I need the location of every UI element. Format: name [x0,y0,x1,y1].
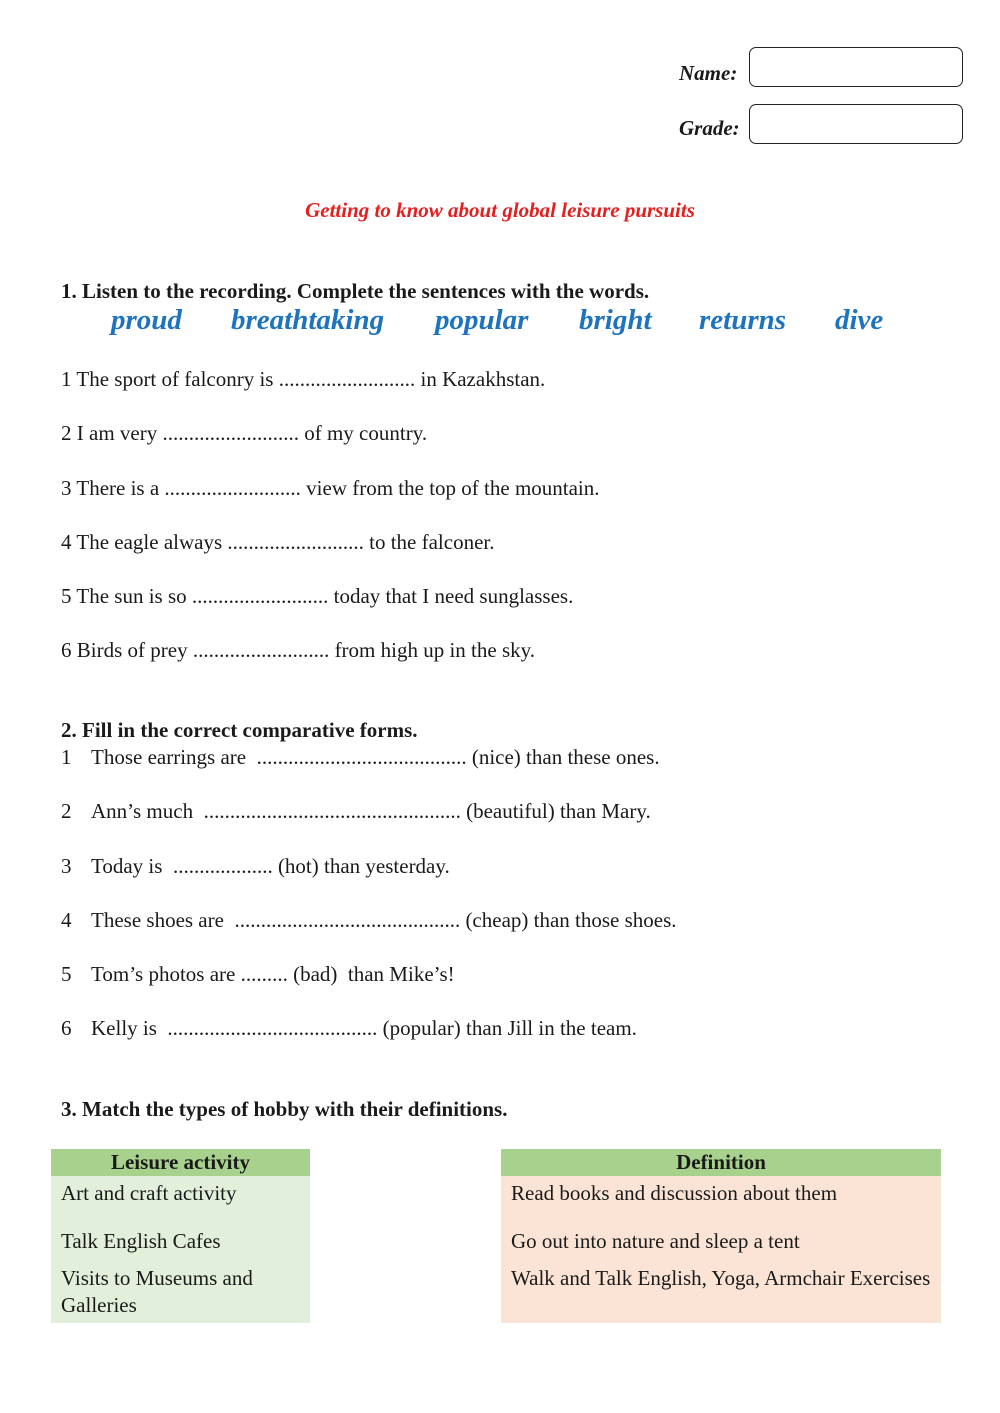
section1-heading: 1. Listen to the recording. Complete the sentences with the words. [61,279,650,303]
name-label: Name: [679,61,738,85]
comparative-item-1 [61,745,660,770]
item-text: Today is ................... (hot) than yesterday. [91,854,450,878]
comparative-item-5 [61,962,455,987]
comparative-item-6 [61,1016,637,1041]
item-number: 6 [61,1016,72,1040]
activity-cell: Visits to Museums and Galleries [51,1261,310,1323]
definition-cell: Walk and Talk English, Yoga, Armchair Exercises [501,1261,941,1323]
comparative-item-2 [61,799,651,824]
sentence-4: 4 The eagle always .......................... to the falconer. [61,530,495,554]
item-text: Those earrings are ........................................ (nice) than these ones. [91,745,660,769]
word-bank-word: bright [579,304,652,336]
item-number: 2 [61,799,72,823]
worksheet-title: Getting to know about global leisure pursuits [305,198,695,222]
definition-cell: Go out into nature and sleep a tent [501,1224,941,1261]
sentence-2: 2 I am very .......................... of my country. [61,421,428,445]
item-number: 1 [61,745,72,769]
activity-cell: Art and craft activity [51,1176,310,1224]
activity-column-header: Leisure activity [51,1149,310,1176]
word-bank-word: popular [435,304,529,336]
grade-input[interactable] [749,104,963,144]
word-bank-word: returns [699,304,787,336]
definition-cell: Read books and discussion about them [501,1176,941,1224]
item-text: Ann’s much ................................................. (beautiful) than Mary. [91,799,651,823]
sentence-3: 3 There is a .......................... view from the top of the mountain. [61,476,600,500]
sentence-6: 6 Birds of prey .......................... from high up in the sky. [61,638,536,662]
sentence-1: 1 The sport of falconry is .......................... in Kazakhstan. [61,367,546,391]
comparative-item-4 [61,908,677,933]
definition-table [501,1149,941,1323]
grade-label: Grade: [679,116,740,140]
activity-table [51,1149,310,1323]
sentence-5: 5 The sun is so .......................... today that I need sunglasses. [61,584,574,608]
item-text: Tom’s photos are ......... (bad) than Mike’s! [91,962,455,986]
section3-heading: 3. Match the types of hobby with their definitions. [61,1097,508,1121]
activity-cell: Talk English Cafes [51,1224,310,1261]
comparative-item-3 [61,854,450,879]
section2-heading: 2. Fill in the correct comparative forms. [61,718,418,742]
item-number: 4 [61,908,72,932]
word-bank-word: dive [835,304,884,336]
item-text: These shoes are ........................................... (cheap) than those shoes. [91,908,677,932]
word-bank-word: proud [111,304,182,336]
item-number: 3 [61,854,72,878]
name-input[interactable] [749,47,963,87]
item-text: Kelly is ........................................ (popular) than Jill in the team. [91,1016,637,1040]
item-number: 5 [61,962,72,986]
definition-column-header: Definition [501,1149,941,1176]
word-bank-word: breathtaking [231,304,385,336]
